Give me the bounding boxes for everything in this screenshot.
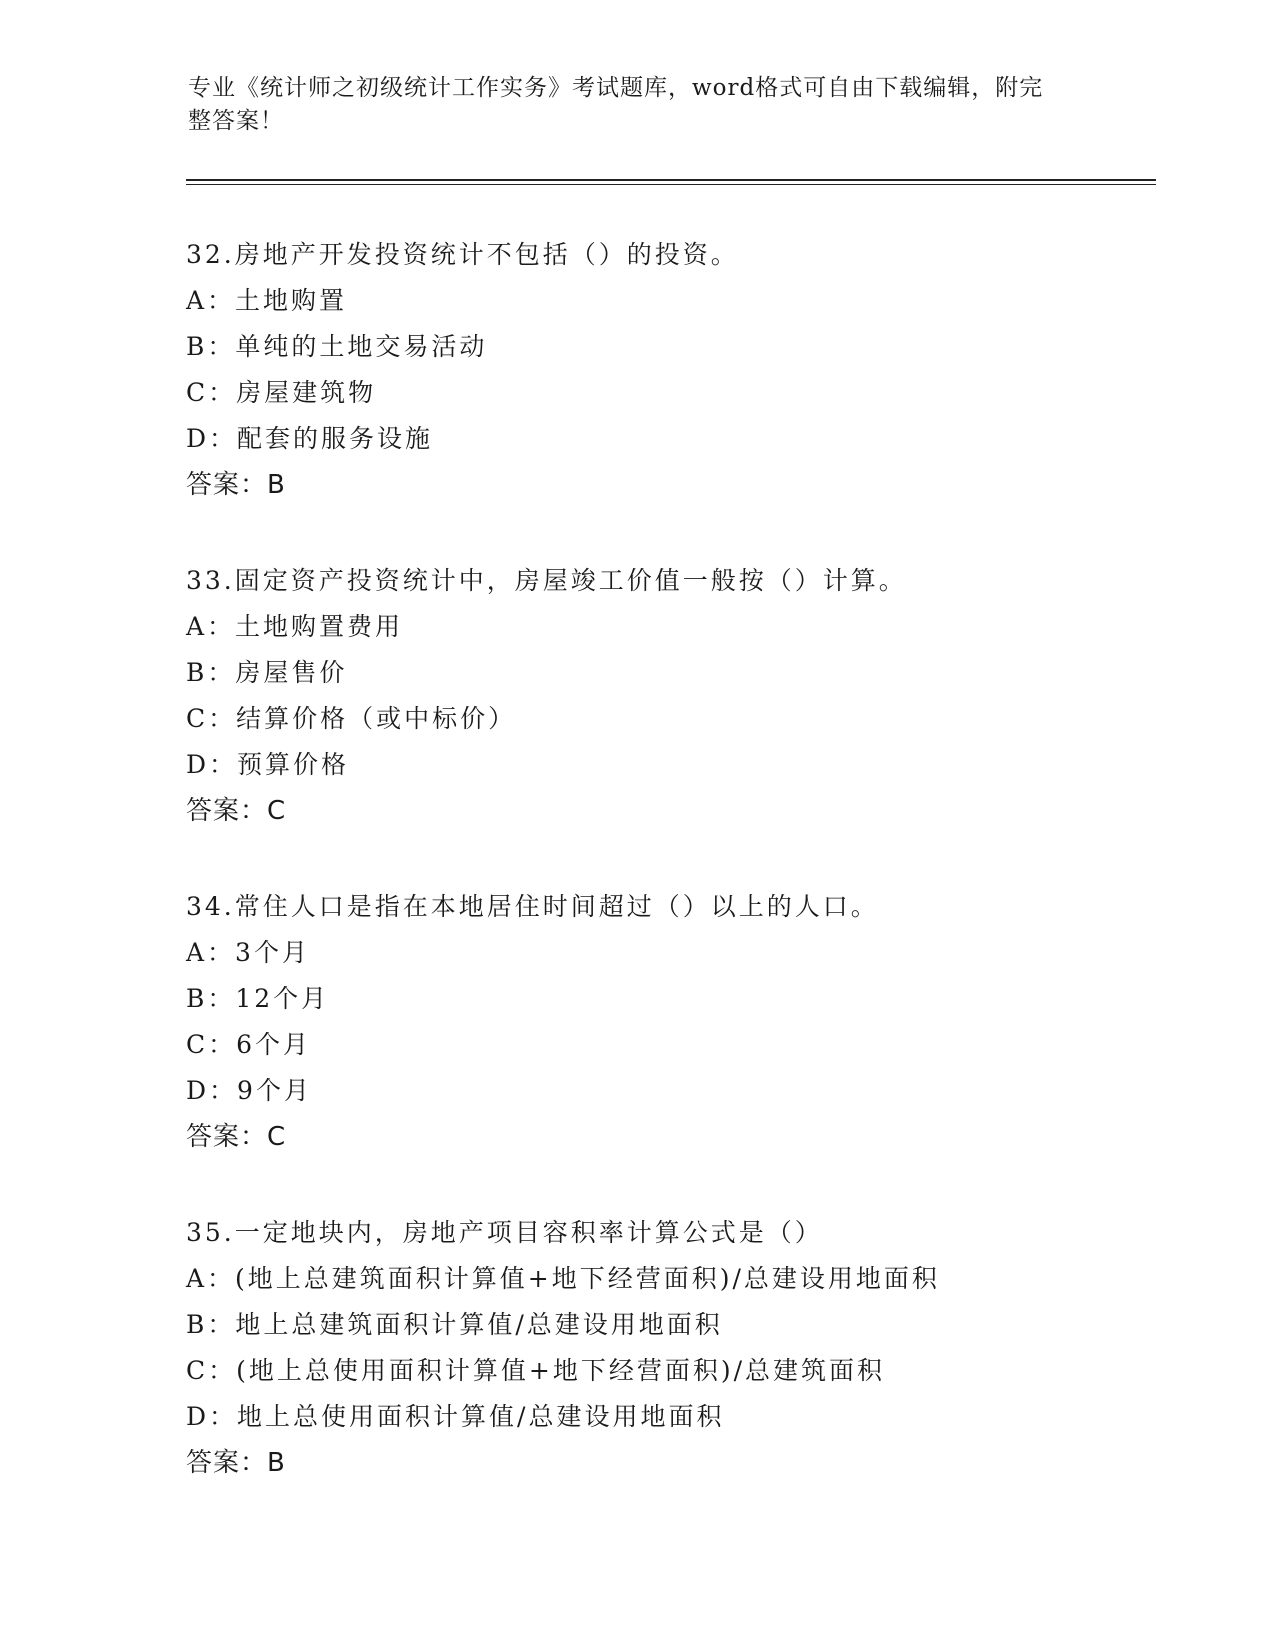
- option-c: C：6个月: [186, 1030, 312, 1059]
- option-b: B：单纯的土地交易活动: [186, 332, 488, 361]
- option-d: D：预算价格: [186, 750, 350, 779]
- question-list: [186, 232, 1186, 1536]
- header-line-1: 专业《统计师之初级统计工作实务》考试题库，word格式可自由下载编辑，附完: [188, 75, 1044, 101]
- option-c: C：房屋建筑物: [186, 378, 377, 407]
- question-title: 34.常住人口是指在本地居住时间超过（）以上的人口。: [186, 892, 879, 921]
- question-33: [186, 558, 1186, 834]
- document-header: [188, 72, 1068, 138]
- header-divider: [186, 179, 1156, 181]
- option-d: D：配套的服务设施: [186, 424, 434, 453]
- option-c: C：(地上总使用面积计算值+地下经营面积)/总建筑面积: [186, 1356, 886, 1385]
- question-title: 33.固定资产投资统计中，房屋竣工价值一般按（）计算。: [186, 566, 907, 595]
- option-b: B：12个月: [186, 984, 330, 1013]
- question-34: [186, 884, 1186, 1160]
- answer: 答案：C: [186, 1122, 287, 1152]
- question-35: [186, 1210, 1186, 1486]
- option-a: A：土地购置: [186, 286, 348, 315]
- option-a: A：(地上总建筑面积计算值+地下经营面积)/总建设用地面积: [186, 1264, 940, 1293]
- option-b: B：房屋售价: [186, 658, 348, 687]
- option-a: A：土地购置费用: [186, 612, 404, 641]
- option-a: A：3个月: [186, 938, 310, 967]
- answer: 答案：B: [186, 470, 286, 500]
- answer: 答案：C: [186, 796, 287, 826]
- question-title: 35.一定地块内，房地产项目容积率计算公式是（）: [186, 1218, 823, 1247]
- option-d: D：地上总使用面积计算值/总建设用地面积: [186, 1402, 725, 1431]
- option-b: B：地上总建筑面积计算值/总建设用地面积: [186, 1310, 723, 1339]
- question-32: [186, 232, 1186, 508]
- option-c: C：结算价格（或中标价）: [186, 704, 517, 733]
- option-d: D：9个月: [186, 1076, 312, 1105]
- question-title: 32.房地产开发投资统计不包括（）的投资。: [186, 240, 739, 269]
- header-divider-thin: [186, 184, 1156, 185]
- answer: 答案：B: [186, 1448, 286, 1478]
- header-line-2: 整答案！: [188, 108, 284, 134]
